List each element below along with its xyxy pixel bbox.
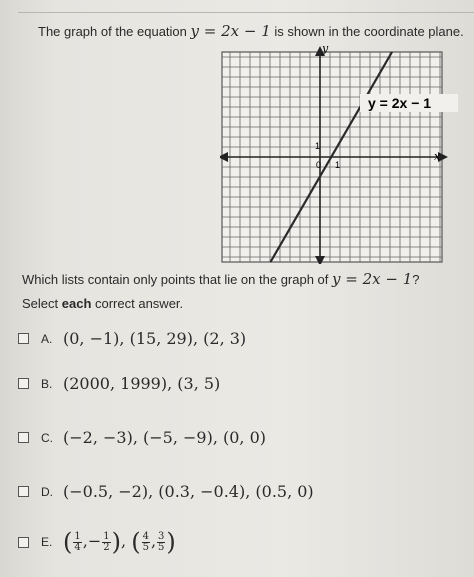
prompt-suffix: ?: [412, 272, 420, 287]
frac-1-den: 4: [74, 541, 81, 553]
sep-1: ,: [82, 531, 88, 551]
paren-open-2: (: [131, 528, 141, 556]
frac-4-den: 5: [158, 541, 165, 553]
x-tick-one: 1: [335, 160, 341, 170]
choice-c-checkbox[interactable]: [18, 432, 29, 443]
choice-e-checkbox[interactable]: [18, 537, 29, 548]
frac-2-num: 1: [103, 530, 110, 542]
choice-c[interactable]: [18, 428, 266, 447]
prompt-prefix: Which lists contain only points that lie on the graph of: [22, 272, 329, 287]
frac-3: [142, 532, 150, 553]
paren-close-2: ): [166, 528, 176, 556]
question-prefix: The graph of the equation: [38, 24, 187, 39]
choice-d[interactable]: [18, 482, 314, 501]
coordinate-graph: [220, 42, 460, 264]
choice-a-text: (0, −1), (15, 29), (2, 3): [63, 329, 247, 348]
choice-a[interactable]: [18, 329, 246, 348]
choice-a-letter: A.: [41, 331, 53, 346]
question-text: [38, 22, 464, 40]
sep-2: ,: [121, 531, 127, 551]
frac-3-den: 5: [142, 541, 149, 553]
frac-4: [157, 532, 165, 553]
frac-2-den: 2: [103, 541, 110, 553]
line-label: y = 2x − 1: [368, 95, 432, 111]
choice-b-letter: B.: [41, 376, 53, 391]
choice-a-checkbox[interactable]: [18, 333, 29, 344]
question-equation: y = 2x − 1: [190, 22, 271, 40]
choice-e-letter: E.: [41, 535, 53, 549]
choice-b-checkbox[interactable]: [18, 378, 29, 389]
instruction-bold: each: [61, 296, 92, 311]
prompt-equation: y = 2x − 1: [332, 270, 413, 288]
choice-e-text: [63, 528, 176, 556]
y-axis-label: y: [322, 42, 329, 55]
instruction-pre: Select: [22, 296, 62, 311]
frac-1-num: 1: [74, 530, 81, 542]
instruction-text: [22, 296, 183, 311]
prompt-text: [22, 270, 420, 288]
frac-3-num: 4: [142, 530, 149, 542]
paren-close-1: ): [111, 528, 121, 556]
frac-4-num: 3: [158, 530, 165, 542]
frac-1: [73, 532, 81, 553]
graph-svg: [220, 42, 460, 264]
y-tick-one: 1: [315, 141, 321, 151]
choice-e[interactable]: [18, 528, 176, 556]
choice-c-letter: C.: [41, 430, 53, 445]
choice-d-letter: D.: [41, 484, 53, 499]
paren-open-1: (: [63, 528, 73, 556]
question-suffix: is shown in the coordinate plane.: [274, 24, 464, 39]
divider: [18, 0, 474, 13]
sep-3: ,: [150, 531, 157, 551]
choice-b[interactable]: [18, 374, 220, 393]
choice-b-text: (2000, 1999), (3, 5): [63, 374, 221, 393]
choice-d-checkbox[interactable]: [18, 486, 29, 497]
choice-d-text: (−0.5, −2), (0.3, −0.4), (0.5, 0): [63, 482, 314, 501]
x-axis-label: x: [434, 150, 441, 163]
choice-c-text: (−2, −3), (−5, −9), (0, 0): [63, 428, 267, 447]
origin-label: 0: [316, 160, 322, 170]
frac-2: [102, 532, 110, 553]
minus-sign: −: [87, 531, 102, 551]
instruction-post: correct answer.: [91, 296, 184, 311]
